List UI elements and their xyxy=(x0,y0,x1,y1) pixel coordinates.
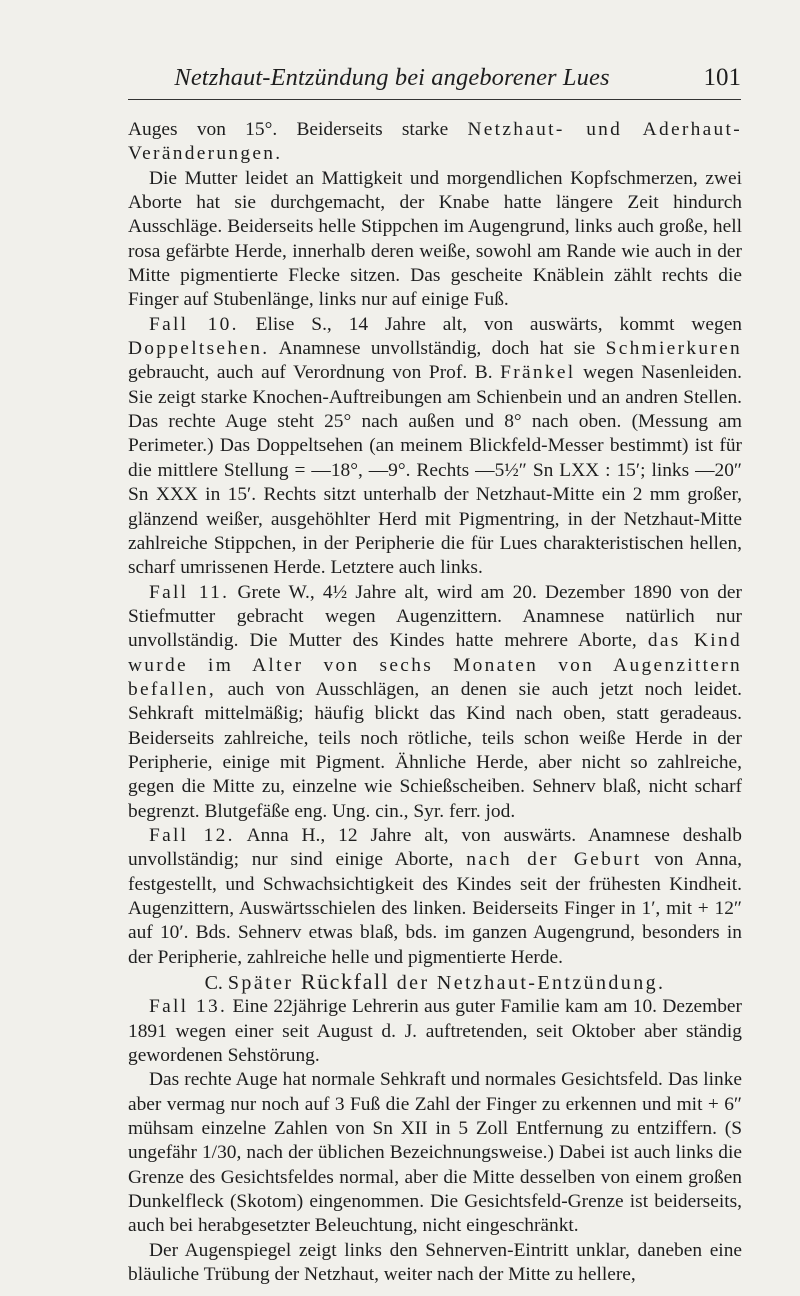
case-label: Fall 11. xyxy=(149,581,230,603)
section-heading-emphasis: Rückfall xyxy=(300,969,390,995)
page-number: 101 xyxy=(703,64,741,91)
spaced-emphasis: Doppeltsehen. xyxy=(128,338,270,360)
section-heading xyxy=(128,970,742,995)
case-text: Eine 22jährige Lehrerin aus guter Familie kam am 10. Dezember 1891 wegen einer seit August d. J. auftretenden, seit Oktober aber ständig gewordenen Sehstörung. xyxy=(128,996,742,1067)
spaced-emphasis: Fränkel xyxy=(500,362,576,384)
spaced-emphasis: nach der Geburt xyxy=(466,849,642,871)
case-text: Grete W., 4½ Jahre alt, wird am 20. Dezember 1890 von der Stiefmutter gebracht wegen Augenzittern. Anamnese natürlich nur unvollständig. Die Mutter des Kindes hatte mehrere Aborte, xyxy=(128,581,742,652)
spaced-emphasis: Netzhaut- und Aderhaut-Veränderungen. xyxy=(128,119,742,165)
case-13-paragraph xyxy=(128,995,742,1068)
paragraph-1 xyxy=(128,118,742,167)
case-text: auch von Ausschlägen, an denen sie auch jetzt noch leidet. Sehkraft mittelmäßig; häufig blickt das Kind nach oben, statt geradeaus. Beiderseits zahlreiche, teils noch rötliche, teils schon weiße Herde in der Peripherie, einige mit Pigment. Ähnliche Herde, aber nicht so zahlreiche, gegen die Mitte zu, einzelne wie Schießscheiben. Sehnerv blaß, nicht scharf begrenzt. Blutgefäße eng. Ung. cin., Syr. ferr. jod. xyxy=(128,678,742,822)
header-rule xyxy=(128,99,741,100)
case-text: Elise S., 14 Jahre alt, von auswärts, kommt wegen xyxy=(238,313,742,335)
case-label: Fall 13. xyxy=(149,996,228,1018)
case-text: wegen Nasenleiden. Sie zeigt starke Knochen-Auftreibungen am Schienbein und an andren Stellen. Das rechte Auge steht 25° nach außen und 8° nach oben. (Messung am Perimeter.) Das Doppeltsehen (an meinem Blickfeld-Messer bestimmt) ist für die mittlere Stellung = —18°, —9°. Rechts —5½″ Sn LXX : 15′; links —20″ Sn XXX in 15′. Rechts sitzt unterhalb der Netzhaut-Mitte ein 2 mm großer, glänzend weißer, ausgehöhlter Herd mit Pigmentring, in der Netzhaut-Mitte zahlreiche Stippchen, in der Peripherie die für Lues charakteristischen hellen, scharf umrissenen Herde. Letztere auch links. xyxy=(128,362,742,579)
case-text: von Anna, festgestellt, und Schwachsichtigkeit des Kindes seit der frühesten Kindheit. Augenzittern, Auswärtsschielen des linken. Beiderseits Finger in 1′, mit + 12″ auf 10′. Bds. Sehnerv etwas blaß, bds. im ganzen Augengrund, besonders in der Peripherie, zahlreiche helle und pigmentierte Herde. xyxy=(128,849,742,968)
paragraph-7: Das rechte Auge hat normale Sehkraft und normales Gesichtsfeld. Das linke aber vermag nur noch auf 3 Fuß die Zahl der Finger zu erkennen und mit + 6″ mühsam einzelne Zahlen von Sn XII in 5 Zoll Entfernung zu entziffern. (S ungefähr 1/30, nach der üblichen Bezeichnungsweise.) Dabei ist auch links die Grenze des Gesichtsfeldes normal, aber die Mitte desselben von einem großen Dunkelfleck (Skotom) eingenommen. Die Gesichtsfeld-Grenze ist beiderseits, auch bei herabgesetzter Beleuchtung, nicht eingeschränkt. xyxy=(128,1069,742,1237)
body-text xyxy=(128,118,742,1288)
spaced-emphasis: Schmierkuren xyxy=(605,338,742,360)
case-label: Fall 10. xyxy=(149,313,239,335)
running-title: Netzhaut-Entzündung bei angeborener Lues xyxy=(174,64,610,91)
spaced-emphasis: das Kind wurde im Alter von sechs Monaten von Augenzittern befallen, xyxy=(128,630,742,700)
case-10-paragraph xyxy=(128,313,742,581)
section-letter: C. xyxy=(204,972,228,995)
section-heading-text: der Netzhaut-Entzündung. xyxy=(389,972,666,995)
case-text: Anamnese unvollständig, doch hat sie xyxy=(269,338,606,360)
paragraph-8: Der Augenspiegel zeigt links den Sehnerven-Eintritt unklar, daneben eine bläuliche Trübung der Netzhaut, weiter nach der Mitte zu hellere, xyxy=(128,1239,742,1286)
page-header xyxy=(0,64,800,104)
case-11-paragraph xyxy=(128,581,742,824)
paragraph-1-text: Auges von 15°. Beiderseits starke xyxy=(128,119,468,140)
case-12-paragraph xyxy=(128,824,742,970)
case-text: Anna H., 12 Jahre alt, von auswärts. Anamnese deshalb unvollständig; nur sind einige Aborte, xyxy=(128,824,742,871)
section-heading-text: Später xyxy=(227,972,301,995)
case-label: Fall 12. xyxy=(149,824,235,846)
case-text: gebraucht, auch auf Verordnung von Prof. B. xyxy=(128,362,501,384)
paragraph-2: Die Mutter leidet an Mattigkeit und morgendlichen Kopfschmerzen, zwei Aborte hat sie durchgemacht, der Knabe hatte längere Zeit hindurch Ausschläge. Beiderseits helle Stippchen im Augengrund, links auch große, hell rosa gefärbte Herde, innerhalb deren weiße, sowohl am Rande wie auch in der Mitte pigmentierte Flecke sitzen. Das gescheite Knäblein zählt rechts die Finger auf Stubenlänge, links nur auf einige Fuß. xyxy=(128,167,742,311)
